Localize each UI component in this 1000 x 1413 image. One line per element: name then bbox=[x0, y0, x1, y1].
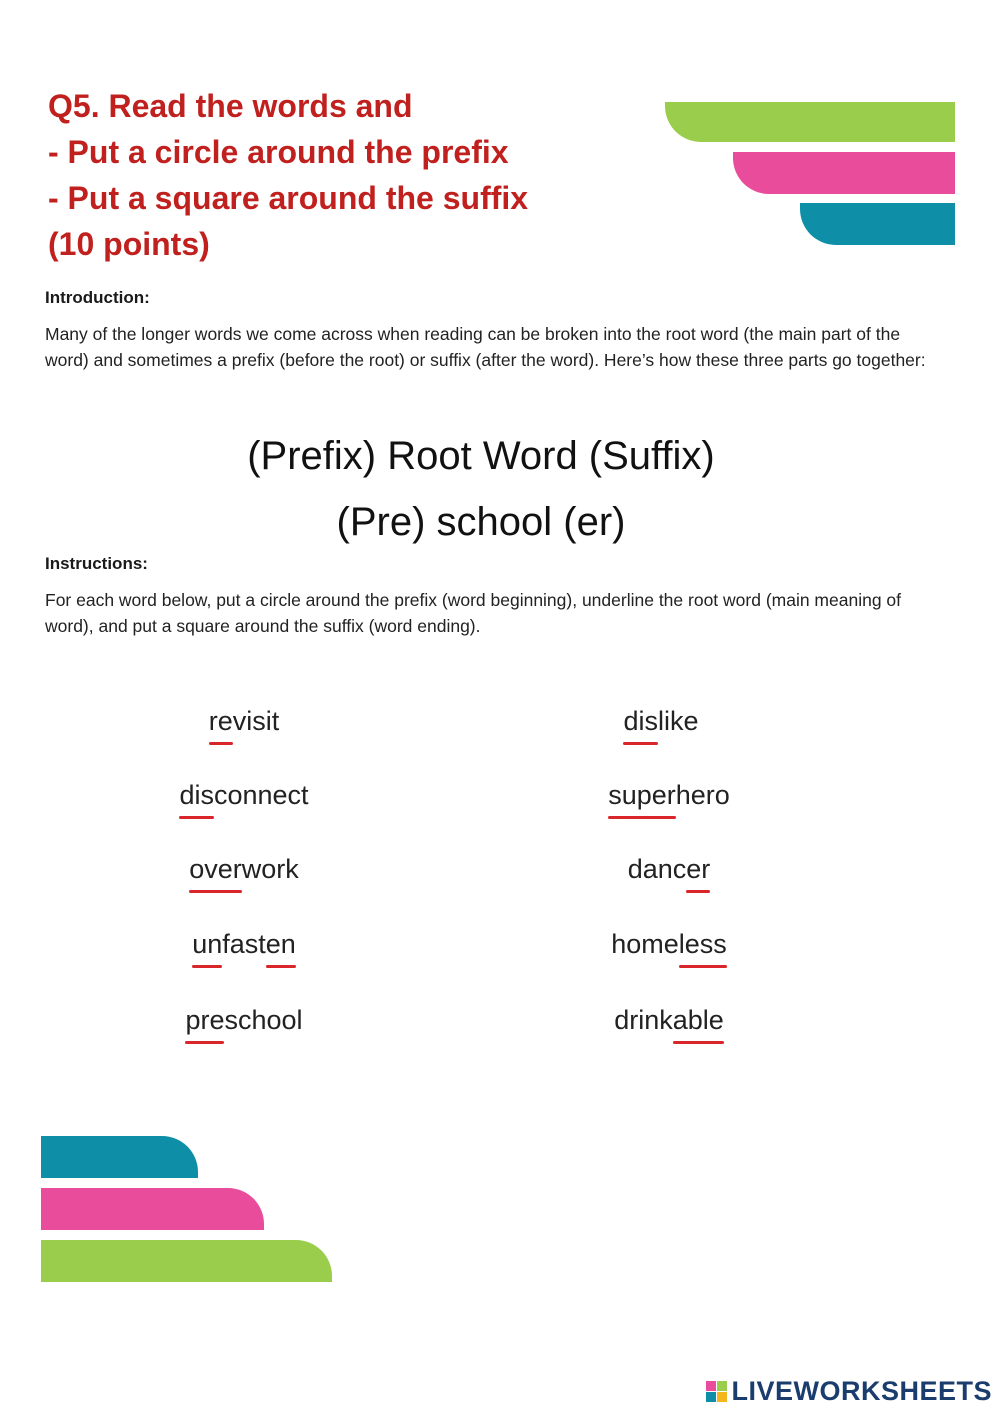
word-prefix[interactable]: dis bbox=[623, 706, 658, 736]
word-root[interactable]: work bbox=[241, 854, 299, 884]
brand-name: LIVEWORKSHEETS bbox=[731, 1376, 992, 1406]
word-superhero[interactable] bbox=[519, 778, 819, 812]
formula-general: (Prefix) Root Word (Suffix) bbox=[247, 434, 715, 478]
introduction-heading: Introduction: bbox=[45, 288, 150, 307]
word-prefix[interactable]: super bbox=[608, 780, 676, 810]
word-dancer[interactable] bbox=[519, 852, 819, 886]
word-preschool[interactable] bbox=[94, 1003, 394, 1037]
word-root[interactable]: danc bbox=[627, 854, 687, 884]
stripe-green-bottom bbox=[41, 1240, 332, 1282]
liveworksheets-brand[interactable] bbox=[706, 1376, 992, 1407]
question-title: Q5. Read the words and bbox=[48, 88, 413, 124]
word-suffix[interactable]: less bbox=[678, 929, 727, 959]
question-instruction-suffix: - Put a square around the suffix bbox=[48, 180, 529, 216]
word-prefix[interactable]: re bbox=[208, 706, 233, 736]
word-root[interactable]: fast bbox=[222, 929, 266, 959]
word-root[interactable]: school bbox=[224, 1005, 303, 1035]
word-root[interactable]: drink bbox=[614, 1005, 673, 1035]
stripe-teal-bottom bbox=[41, 1136, 198, 1178]
question-instruction-prefix: - Put a circle around the prefix bbox=[48, 134, 509, 170]
word-prefix[interactable]: un bbox=[192, 929, 223, 959]
word-suffix[interactable]: en bbox=[265, 929, 296, 959]
stripe-green-top bbox=[665, 102, 955, 142]
instructions-heading: Instructions: bbox=[45, 554, 148, 573]
stripe-pink-bottom bbox=[41, 1188, 264, 1230]
stripe-pink-top bbox=[733, 152, 955, 194]
instructions-text: For each word below, put a circle around the prefix (word beginning), underline the root word (main meaning of word), and put a square around the suffix (word ending). bbox=[45, 590, 902, 636]
introduction-text: Many of the longer words we come across when reading can be broken into the root word (the main part of the word) and sometimes a prefix (before the root) or suffix (after the word). Here’s how these three parts go together: bbox=[45, 324, 926, 370]
word-homeless[interactable] bbox=[519, 927, 819, 961]
word-dislike[interactable] bbox=[511, 704, 811, 738]
word-drinkable[interactable] bbox=[519, 1003, 819, 1037]
word-root[interactable]: connect bbox=[213, 780, 309, 810]
stripe-teal-top bbox=[800, 203, 955, 245]
formula-example: (Pre) school (er) bbox=[336, 500, 626, 544]
word-prefix[interactable]: over bbox=[189, 854, 242, 884]
word-root[interactable]: visit bbox=[232, 706, 280, 736]
word-prefix[interactable]: pre bbox=[185, 1005, 225, 1035]
word-disconnect[interactable] bbox=[94, 778, 394, 812]
word-unfasten[interactable] bbox=[94, 927, 394, 961]
word-overwork[interactable] bbox=[94, 852, 394, 886]
word-root[interactable]: hero bbox=[675, 780, 730, 810]
word-root[interactable]: like bbox=[658, 706, 699, 736]
liveworksheets-logo-icon bbox=[706, 1381, 727, 1402]
word-suffix[interactable]: able bbox=[672, 1005, 724, 1035]
word-suffix[interactable]: er bbox=[686, 854, 711, 884]
word-prefix[interactable]: dis bbox=[179, 780, 214, 810]
word-root[interactable]: home bbox=[611, 929, 679, 959]
word-revisit[interactable] bbox=[94, 704, 394, 738]
question-points: (10 points) bbox=[48, 226, 210, 262]
